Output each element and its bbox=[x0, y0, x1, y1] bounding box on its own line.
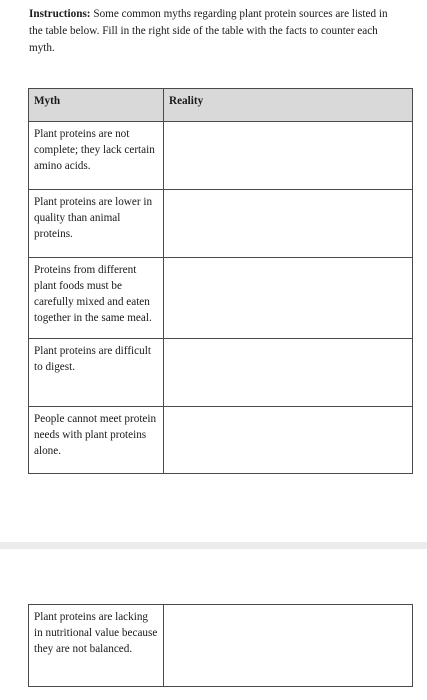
myth-cell: Plant proteins are lacking in nutritional value because they are not balanced. bbox=[29, 605, 164, 687]
table-row bbox=[29, 190, 413, 258]
instructions-paragraph bbox=[29, 6, 404, 57]
myth-cell: Plant proteins are not complete; they lack certain amino acids. bbox=[29, 122, 164, 190]
table-row bbox=[29, 407, 413, 474]
instructions-text: Some common myths regarding plant protein sources are listed in the table below. Fill in the right side of the table with the facts to counter each myth. bbox=[29, 8, 388, 54]
reality-cell[interactable] bbox=[164, 258, 413, 339]
reality-cell[interactable] bbox=[164, 407, 413, 474]
instructions-label: Instructions: bbox=[29, 8, 91, 20]
page-separator bbox=[0, 542, 427, 549]
table-row bbox=[29, 258, 413, 339]
table-header-row bbox=[29, 89, 413, 122]
reality-cell[interactable] bbox=[164, 190, 413, 258]
reality-cell[interactable] bbox=[164, 122, 413, 190]
myth-cell: Proteins from different plant foods must be carefully mixed and eaten together in the same meal. bbox=[29, 258, 164, 339]
table-row bbox=[29, 122, 413, 190]
myth-reality-table bbox=[28, 88, 413, 474]
myth-reality-table-continued bbox=[28, 604, 413, 687]
table-row bbox=[29, 339, 413, 407]
reality-cell[interactable] bbox=[164, 605, 413, 687]
myth-cell: Plant proteins are lower in quality than animal proteins. bbox=[29, 190, 164, 258]
myth-column-header: Myth bbox=[29, 89, 164, 122]
reality-cell[interactable] bbox=[164, 339, 413, 407]
myth-cell: People cannot meet protein needs with plant proteins alone. bbox=[29, 407, 164, 474]
myth-cell: Plant proteins are difficult to digest. bbox=[29, 339, 164, 407]
table-row bbox=[29, 605, 413, 687]
reality-column-header: Reality bbox=[164, 89, 413, 122]
